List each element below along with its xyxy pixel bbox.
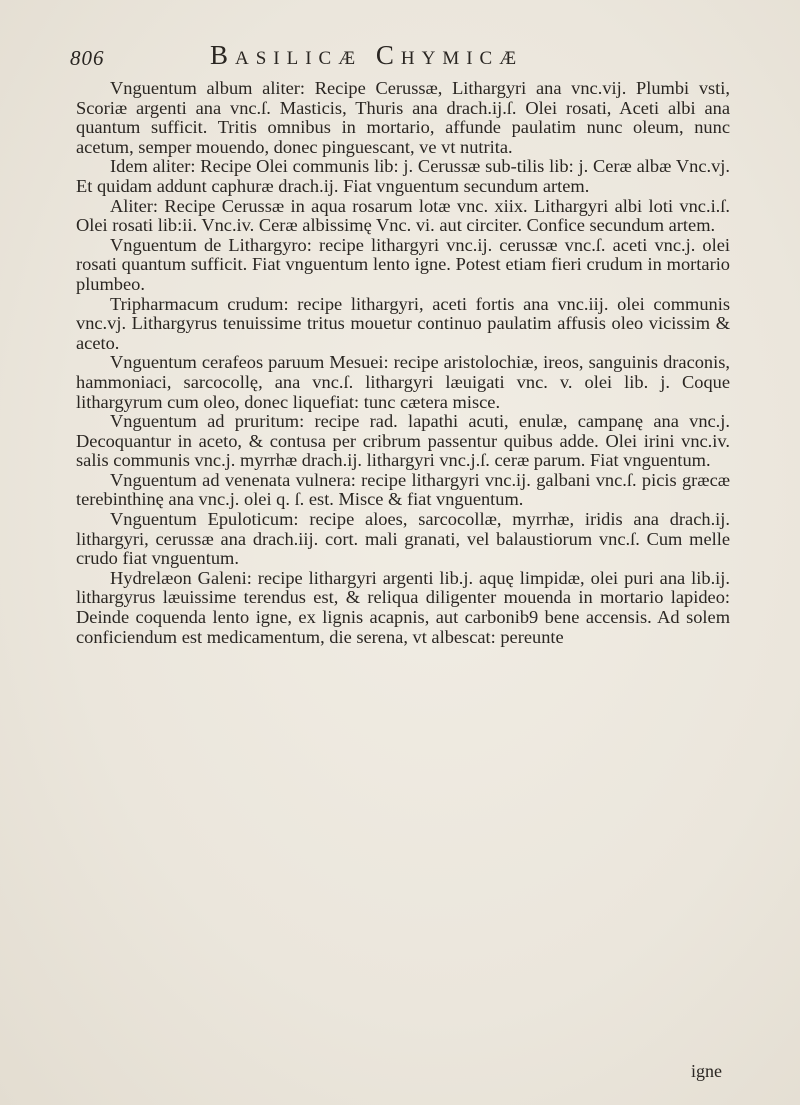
catchword: igne (691, 1061, 722, 1081)
running-head: Basilicæ Chymicæ (210, 40, 524, 70)
paragraph-de-lithargyro: Vnguentum de Lithargyro: recipe lithargyri vnc.ij. cerussæ vnc.ſ. aceti vnc.j. olei rosati quantum sufficit. Fiat vnguentum lento igne. Potest etiam fieri crudum in mortario plumbeo. (76, 234, 730, 294)
body-text (76, 79, 730, 647)
page-header (70, 40, 740, 72)
paragraph-ad-venenata-vulnera: Vnguentum ad venenata vulnera: recipe lithargyri vnc.ij. galbani vnc.ſ. picis græcæ terebinthinę ana vnc.j. olei q. ſ. est. Misce & fiat vnguentum. (76, 469, 730, 510)
paragraph-tripharmacum: Tripharmacum crudum: recipe lithargyri, aceti fortis ana vnc.iij. olei communis vnc.vj. Lithargyrus tenuissime tritus mouetur continuo paulatim affusis oleo vicissim & aceto. (76, 293, 730, 353)
paragraph-ad-pruritum: Vnguentum ad pruritum: recipe rad. lapathi acuti, enulæ, campanę ana vnc.j. Decoquantur in aceto, & contusa per cribrum passentur quibus adde. Olei irini vnc.iv. salis communis vnc.j. myrrhæ drach.ij. lithargyri vnc.j.ſ. ceræ parum. Fiat vnguentum. (76, 411, 730, 471)
page-number: 806 (70, 46, 105, 70)
paragraph-aliter: Aliter: Recipe Cerussæ in aqua rosarum lotæ vnc. xiix. Lithargyri albi loti vnc.i.ſ. Olei rosati lib:ii. Vnc.iv. Ceræ albissimę Vnc. vi. aut circiter. Confice secundum artem. (76, 195, 730, 236)
paragraph-cerafeos-paruum: Vnguentum cerafeos paruum Mesuei: recipe aristolochiæ, ireos, sanguinis draconis, hammoniaci, sarcocollę, ana vnc.ſ. lithargyri læuigati vnc. v. olei lib. j. Coque lithargyrum cum oleo, donec liquefiat: tunc cætera misce. (76, 352, 730, 412)
paragraph-vnguentum-album: Vnguentum album aliter: Recipe Cerussæ, Lithargyri ana vnc.vij. Plumbi vsti, Scoriæ argenti ana vnc.ſ. Masticis, Thuris ana drach.ij.ſ. Olei rosati, Aceti albi ana quantum sufficit. Tritis omnibus in mortario, affunde paulatim nunc oleum, nunc acetum, semper mouendo, donec pinguescant, ve vt nutrita. (76, 78, 730, 157)
paragraph-idem-aliter: Idem aliter: Recipe Olei communis lib: j. Cerussæ sub-tilis lib: j. Ceræ albæ Vnc.vj. Et quidam addunt caphuræ drach.ij. Fiat vnguentum secundum artem. (76, 156, 730, 196)
paragraph-hydrelaeon-galeni: Hydrelæon Galeni: recipe lithargyri argenti lib.j. aquę limpidæ, olei puri ana lib.ij. lithargyrus læuissime terendus est, & reliqua diligenter mouenda in mortario lapideo: Deinde coquenda lento igne, ex lignis acapnis, aut carbonib9 bene accensis. Ad solem conficiendum est medicamentum, die serena, vt albescat: pereunte (76, 567, 730, 647)
paragraph-epuloticum: Vnguentum Epuloticum: recipe aloes, sarcocollæ, myrrhæ, iridis ana drach.ij. lithargyri, cerussæ ana drach.iij. cort. mali granati, vel balaustiorum vnc.ſ. Cum melle crudo fiat vnguentum. (76, 509, 730, 569)
